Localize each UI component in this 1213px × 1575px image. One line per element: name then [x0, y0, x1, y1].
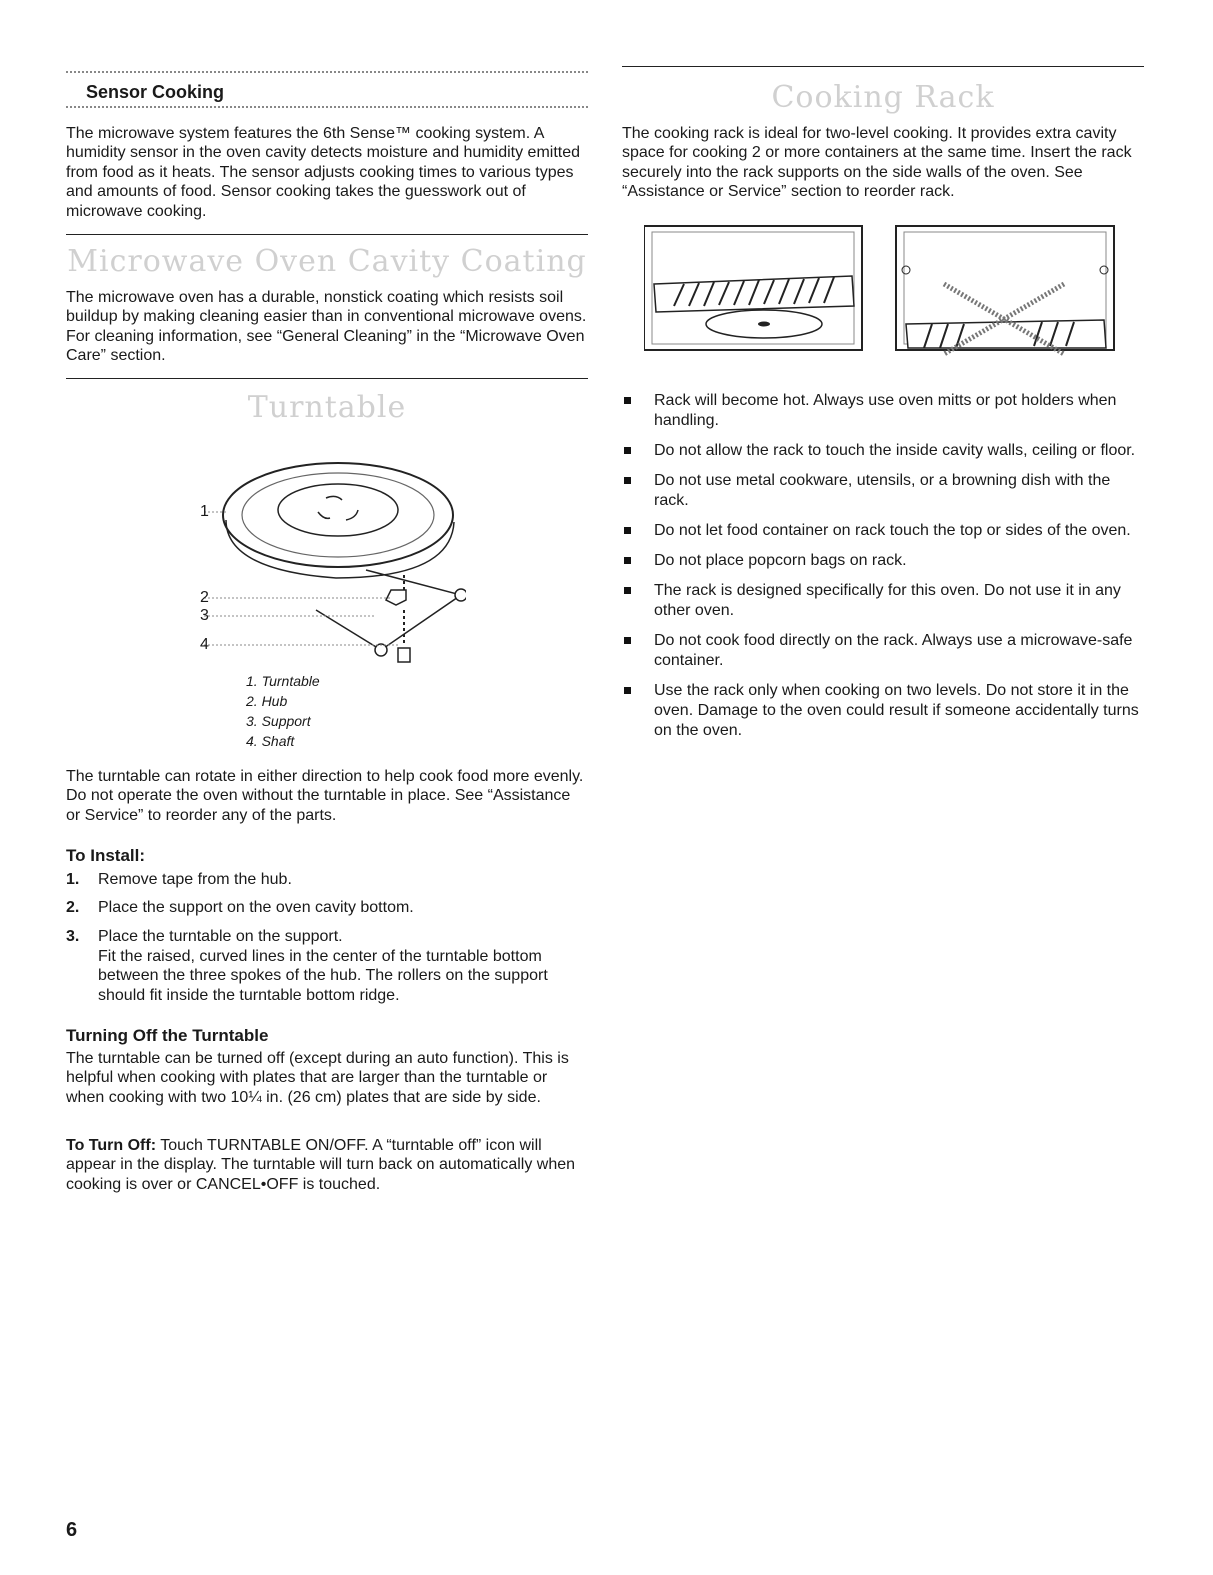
support-ring [316, 570, 461, 650]
install-note: Fit the raised, curved lines in the center of the turntable bottom between the three spokes of the hub. The rollers on the support should fit inside the turntable bottom ridge. [98, 948, 548, 1004]
install-step [66, 870, 588, 889]
rack-diagrams [644, 224, 1136, 356]
step-text: Place the support on the oven cavity bottom. [98, 899, 414, 917]
list-item: Use the rack only when cooking on two levels. Do not store it in the oven. Damage to the oven could result if someone accidentally turns on the oven. [622, 681, 1144, 741]
coating-heading: Microwave Oven Cavity Coating [67, 244, 587, 279]
list-item: Do not let food container on rack touch the top or sides of the oven. [622, 521, 1144, 541]
turn-off-text: Touch TURNTABLE ON/OFF. A “turntable off” icon will appear in the display. The turntable will turn back on automatically when cooking is over or CANCEL•OFF is touched. [66, 1137, 576, 1193]
step-text: Place the turntable on the support. [98, 927, 343, 945]
list-item: Rack will become hot. Always use oven mitts or pot holders when handling. [622, 391, 1144, 431]
divider [66, 378, 588, 379]
caption-2: 2. Hub [246, 693, 288, 709]
caption-1: 1. Turntable [246, 673, 320, 689]
turntable-inner-ring [242, 473, 434, 557]
divider [66, 234, 588, 235]
divider [66, 106, 588, 108]
callout-3: 3 [200, 607, 209, 624]
list-item: Do not place popcorn bags on rack. [622, 551, 1144, 571]
install-steps [66, 870, 588, 955]
turntable-plate [223, 463, 453, 567]
step-text: Remove tape from the hub. [98, 871, 292, 888]
coating-body: The microwave oven has a durable, nonstick coating which resists soil buildup by making cleaning easier than in conventional microwave ovens. For cleaning information, see “General Cleaning” in the “Microwave Oven Care” section. [66, 289, 587, 365]
list-item: The rack is designed specifically for this oven. Do not use it in any other oven. [622, 581, 1144, 621]
list-item: Do not allow the rack to touch the inside cavity walls, ceiling or floor. [622, 441, 1144, 461]
divider [66, 71, 588, 73]
page-number: 6 [66, 1519, 78, 1541]
turntable-center [278, 484, 398, 536]
install-heading: To Install: [66, 846, 146, 865]
turntable-body: The turntable can rotate in either direction to help cook food more evenly. Do not operate the oven without the turntable in place. See “Assistance or Service” to reorder any of the parts. [66, 768, 584, 824]
step-number: 1. [66, 871, 80, 888]
turn-off-body: The turntable can be turned off (except during an auto function). This is helpful when cooking with plates that are larger than the turntable or when cooking with two 10¼ in. (26 cm) plates that are side by side. [66, 1050, 569, 1106]
callout-4: 4 [200, 636, 209, 653]
turn-off-lead: To Turn Off: [66, 1137, 157, 1154]
turn-off-heading: Turning Off the Turntable [66, 1026, 269, 1045]
rack-in-oven-illustration [644, 226, 862, 350]
step-number: 2. [66, 899, 80, 917]
shaft [398, 648, 410, 662]
callout-1: 1 [200, 503, 209, 520]
caption-4: 4. Shaft [246, 733, 295, 749]
sensor-body: The microwave system features the 6th Sense™ cooking system. A humidity sensor in the oven cavity detects moisture and humidity emitted from food as it heats. The sensor adjusts cooking times to various types and amounts of food. Sensor cooking takes the guesswork out of microwave cooking. [66, 125, 581, 220]
turntable-diagram [186, 450, 466, 670]
install-step [66, 898, 588, 917]
turn-off-instructions [66, 1136, 588, 1194]
list-item: Do not cook food directly on the rack. Always use a microwave-safe container. [622, 631, 1144, 671]
rack-heading: Cooking Rack [771, 80, 995, 115]
sensor-heading: Sensor Cooking [86, 82, 225, 102]
list-item: Do not use metal cookware, utensils, or a browning dish with the rack. [622, 471, 1144, 511]
turntable-heading: Turntable [247, 390, 407, 425]
rack-body: The cooking rack is ideal for two-level cooking. It provides extra cavity space for cooking 2 or more containers at the same time. Insert the rack securely into the rack supports on the side walls of the oven. See “Assistance or Service” section to reorder rack. [622, 125, 1132, 201]
callout-2: 2 [200, 589, 209, 606]
install-step [66, 927, 588, 946]
caption-3: 3. Support [246, 713, 311, 729]
divider [622, 66, 1144, 67]
rack-bullet-list [622, 391, 1144, 751]
step-number: 3. [66, 927, 80, 945]
rack-crossed-out-illustration [896, 226, 1114, 354]
